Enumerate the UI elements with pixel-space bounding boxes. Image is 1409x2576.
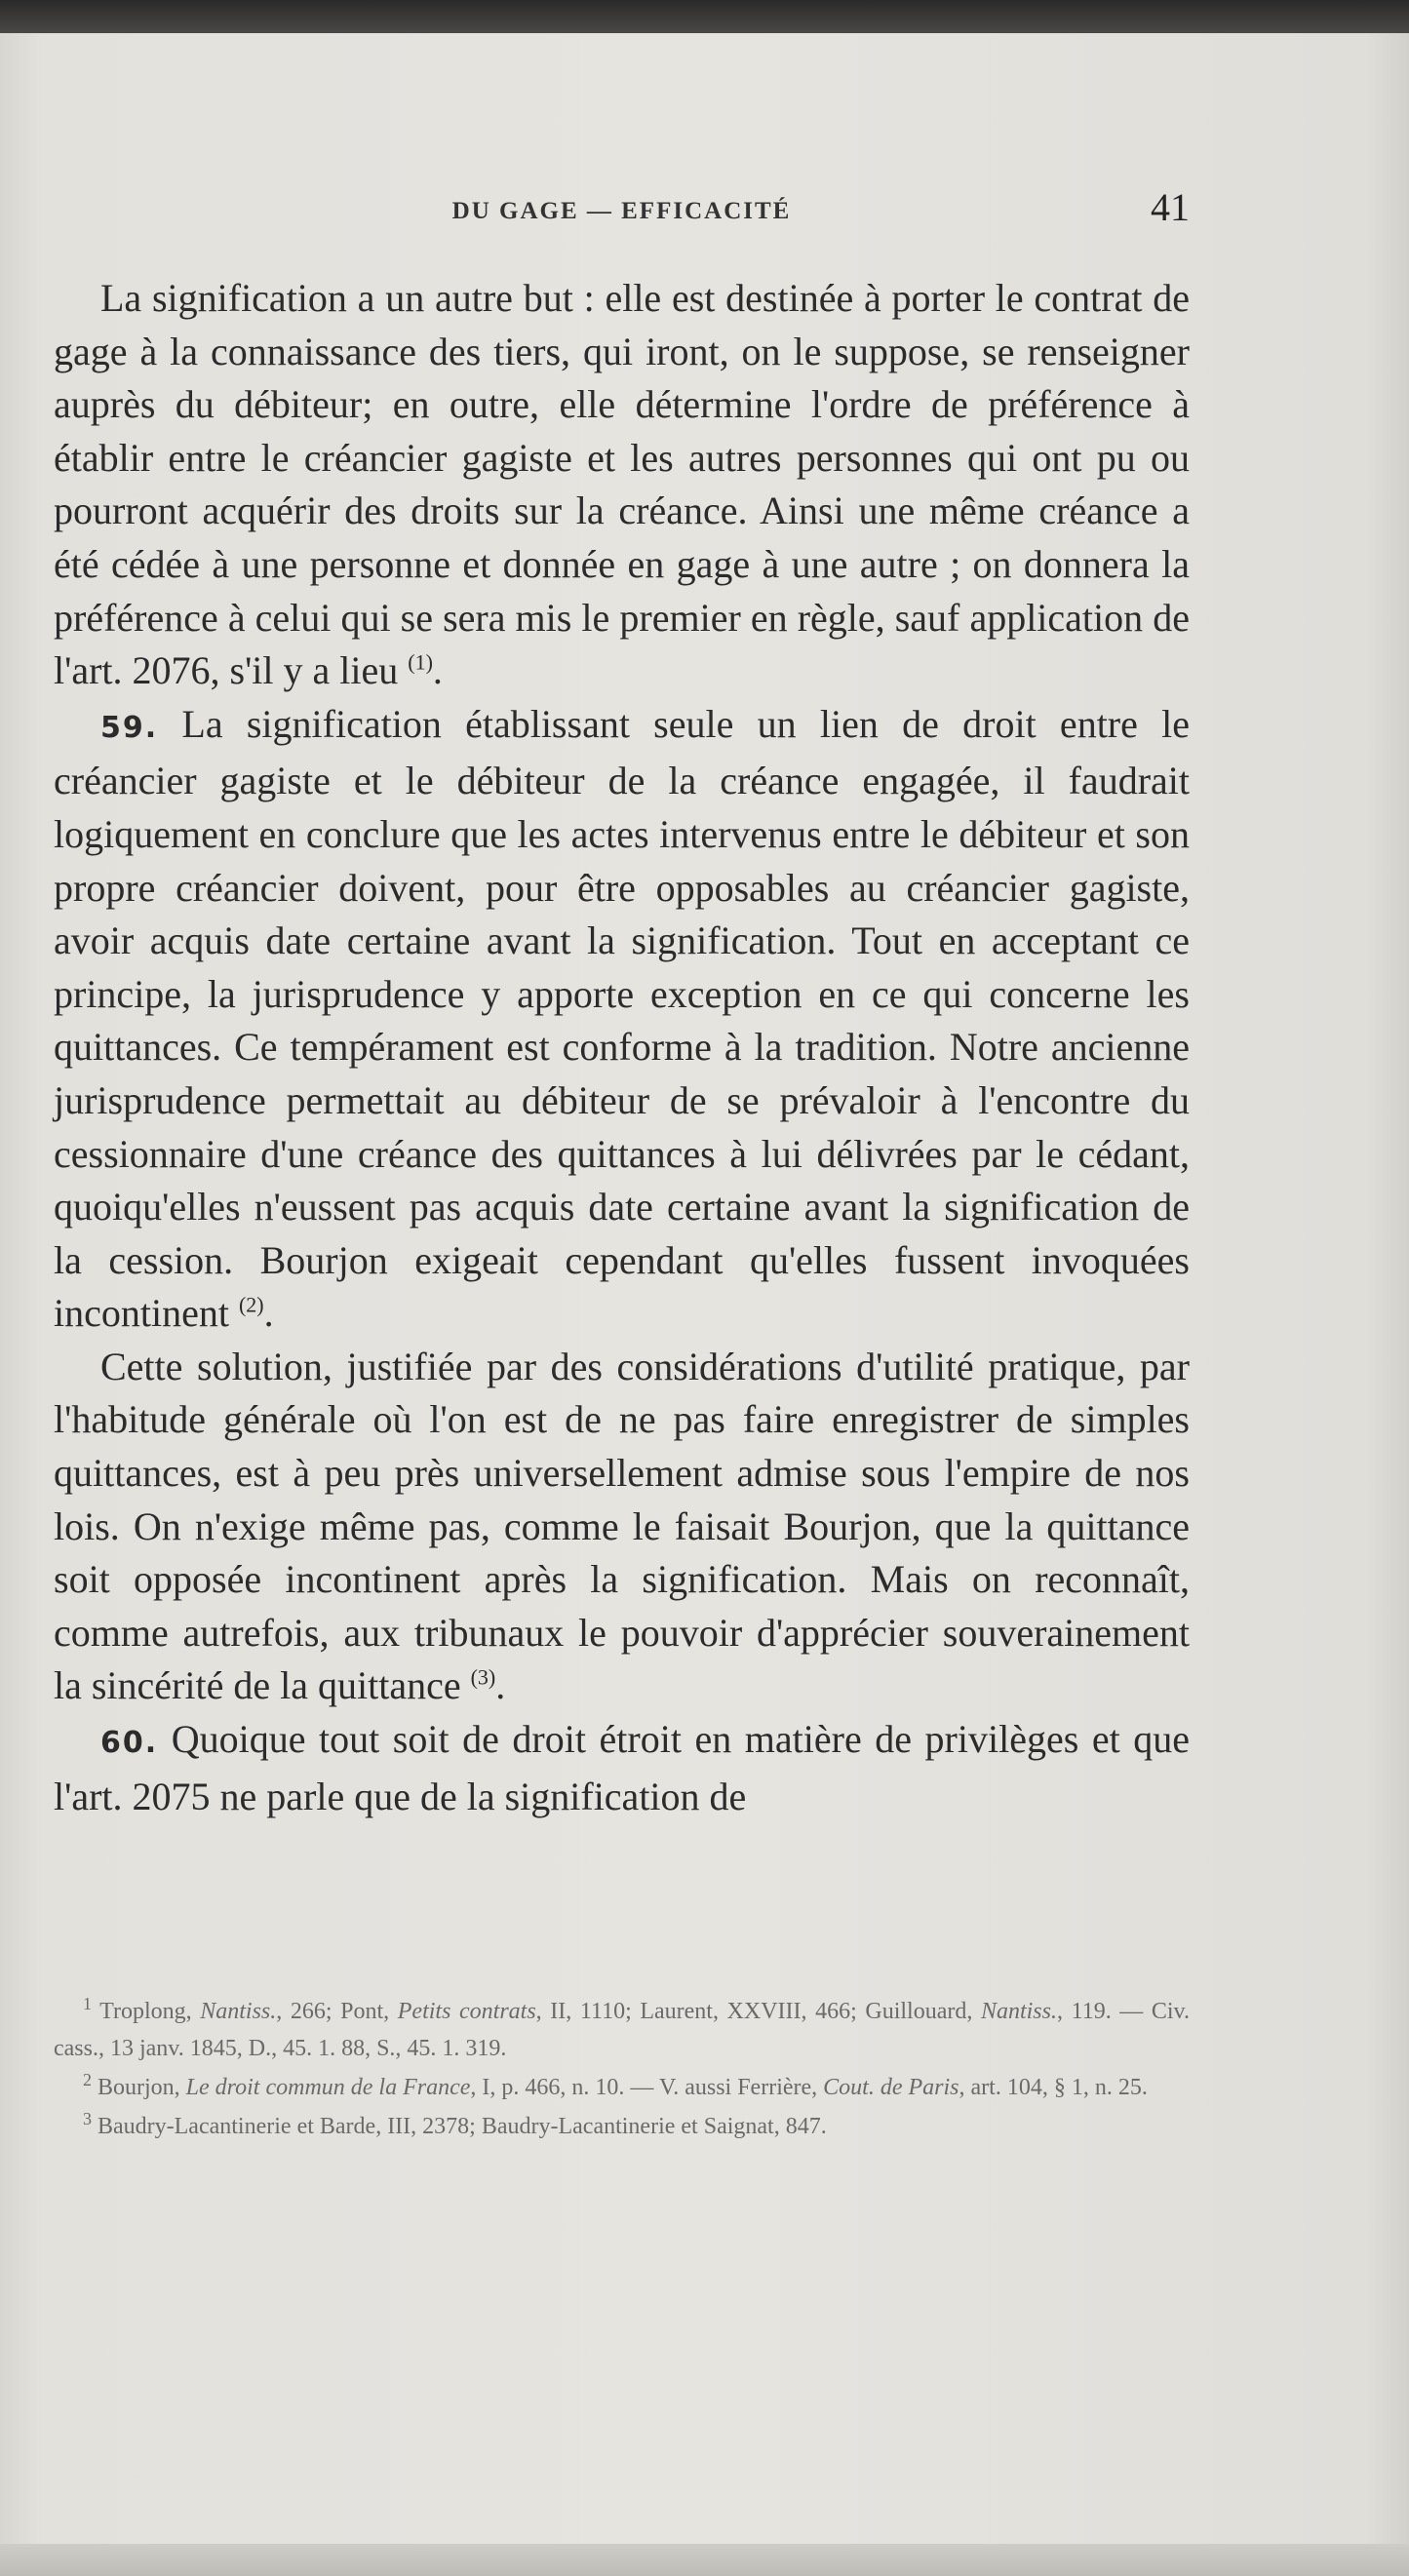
- running-title: DU GAGE — EFFICACITÉ: [451, 198, 792, 224]
- footnote-ref-1: (1): [408, 649, 433, 675]
- running-head: [54, 184, 1190, 233]
- paragraph-signification: La signification a un autre but : elle est destinée à porter le contrat de gage à la connaissance des tiers, qui iront, on le suppose, se renseigner auprès du débiteur; en outre, elle détermine l'ordre de préférence à établir entre le créancier gagiste et les autres personnes qui ont pu ou pourront acquérir des droits sur la créance. Ainsi une même créance a été cédée à une personne et donnée en gage à une autre ; on donnera la préférence à celui qui se sera mis le premier en règle, sauf application de l'art. 2076, s'il y a lieu $^{(1)}$.: [54, 276, 1190, 693]
- paragraph-number: 59.: [100, 710, 159, 745]
- footnote-1: $^1$ Troplong, Nantiss., 266; Pont, Petits contrats, II, 1110; Laurent, XXVIII, 466; Guillouard, Nantiss., 119. — Civ. cass., 13 janv. 1845, D., 45. 1. 88, S., 45. 1. 319.: [54, 1994, 1190, 2061]
- footnote-2: $^2$ Bourjon, Le droit commun de la France, I, p. 466, n. 10. — V. aussi Ferrière, Cout. de Paris, art. 104, § 1, n. 25.: [83, 2070, 1148, 2100]
- book-page: [0, 33, 1409, 2544]
- paragraph-60: [54, 1713, 1190, 1823]
- paragraph-text: La signification établissant seule un lien de droit entre le créancier gagiste et le débiteur de la créance engagée, il faudrait logiquement en conclure que les actes intervenus entre le débiteur et son propre créancier doivent, pour être opposables au créancier gagiste, avoir acquis date certaine avant la signification. Tout en acceptant ce principe, la jurisprudence y apporte exception en ce qui concerne les quittances. Ce tempérament est conforme à la tradition. Notre ancienne jurisprudence permettait au débiteur de se prévaloir à l'encontre du cessionnaire d'une créance des quittances à lui délivrées par le cédant, quoiqu'elles n'eussent pas acquis date certaine avant la signification de la cession. Bourjon exigeait cependant qu'elles fussent invoquées incontinent: [54, 701, 1191, 1336]
- page-number: 41: [1151, 185, 1190, 229]
- footnote-ref-3: (3): [470, 1665, 496, 1691]
- bottom-edge-shadow: [0, 2544, 1409, 2576]
- paragraph-number: 60.: [100, 1726, 159, 1761]
- paragraph-text: La signification a un autre but : elle est destinée à porter le contrat de gage à la connaissance des tiers, qui iront, on le suppose, se renseigner auprès du débiteur; en outre, elle détermine l'ordre de préférence à établir entre le créancier gagiste et les autres personnes qui ont pu ou pourront acquérir des droits sur la créance. Ainsi une même créance a été cédée à une personne et donnée en gage à une autre ; on donnera la préférence à celui qui se sera mis le premier en règle, sauf application de l'art. 2076, s'il y a lieu: [54, 276, 1190, 693]
- footnotes: [54, 1993, 1190, 2147]
- paragraph-solution: Cette solution, justifiée par des considérations d'utilité pratique, par l'habitude générale où l'on est de ne pas faire enregistrer de simples quittances, est à peu près universellement admise sous l'empire de nos lois. On n'exige même pas, comme le faisait Bourjon, que la quittance soit opposée incontinent après la signification. Mais on reconnaît, comme autrefois, aux tribunaux le pouvoir d'apprécier souverainement la sincérité de la quittance $^{(3)}$.: [54, 1344, 1190, 1708]
- paragraph-text: Quoique tout soit de droit étroit en matière de privilèges et que l'art. 2075 ne parle que de la signification de: [54, 1717, 1190, 1818]
- main-text: [54, 272, 1190, 1823]
- footnote-mark: 2: [83, 2070, 92, 2089]
- paragraph-59: 59. La signification établissant seule un lien de droit entre le créancier gagiste et le débiteur de la créance engagée, il faudrait logiquement en conclure que les actes intervenus entre le débiteur et son propre créancier doivent, pour être opposables au créancier gagiste, avoir acquis date certaine avant la signification. Tout en acceptant ce principe, la jurisprudence y apporte exception en ce qui concerne les quittances. Ce tempérament est conforme à la tradition. Notre ancienne jurisprudence permettait au débiteur de se prévaloir à l'encontre du cessionnaire d'une créance des quittances à lui délivrées par le cédant, quoiqu'elles n'eussent pas acquis date certaine avant la signification de la cession. Bourjon exigeait cependant qu'elles fussent invoquées incontinent $^{(2)}$.: [54, 701, 1191, 1336]
- paragraph-text: Cette solution, justifiée par des considérations d'utilité pratique, par l'habitude générale où l'on est de ne pas faire enregistrer de simples quittances, est à peu près universellement admise sous l'empire de nos lois. On n'exige même pas, comme le faisait Bourjon, que la quittance soit opposée incontinent après la signification. Mais on reconnaît, comme autrefois, aux tribunaux le pouvoir d'apprécier souverainement la sincérité de la quittance: [54, 1344, 1190, 1708]
- top-edge-shadow: [0, 0, 1409, 33]
- footnote-mark: 3: [83, 2109, 92, 2128]
- footnote-ref-2: (2): [238, 1292, 264, 1317]
- footnote-mark: 1: [83, 1994, 92, 2013]
- footnote-3: $^3$ Baudry-Lacantinerie et Barde, III, 2378; Baudry-Lacantinerie et Saignat, 847.: [83, 2109, 827, 2139]
